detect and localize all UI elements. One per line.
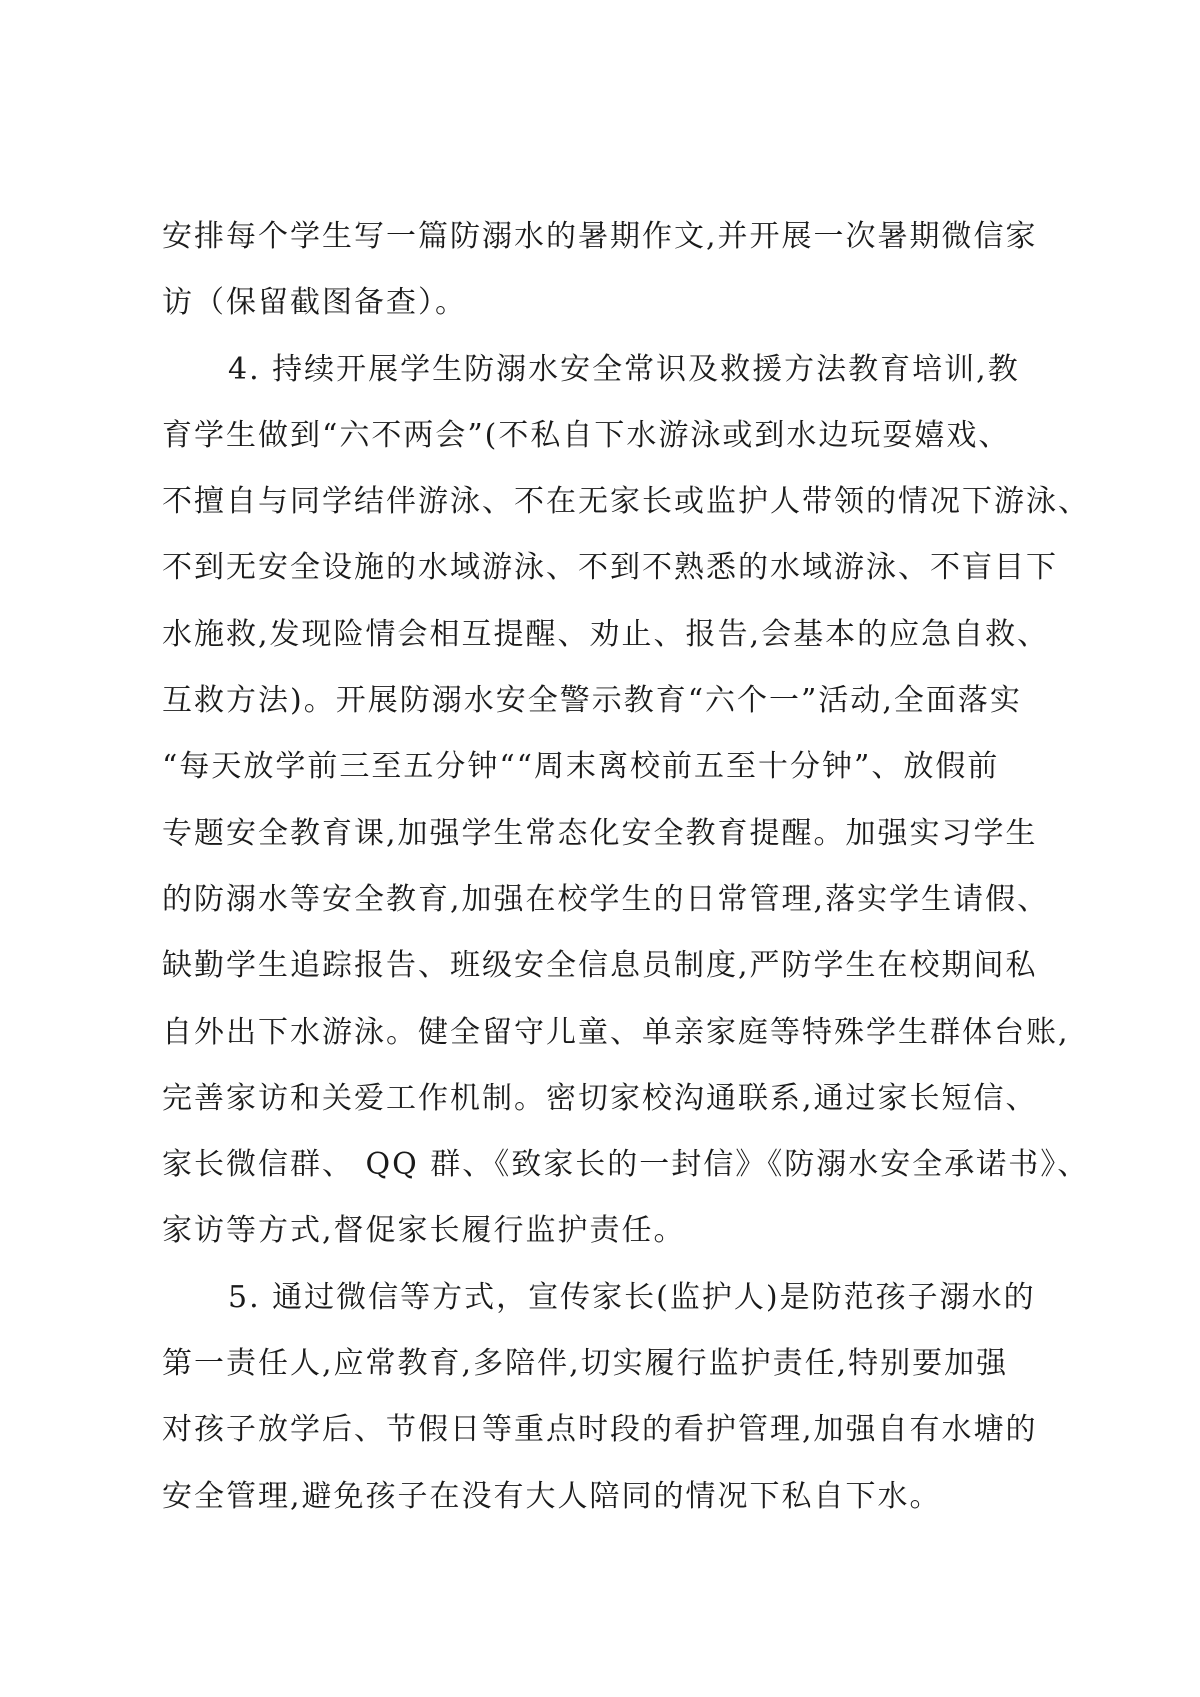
text-line-18: 第一责任人,应常教育,多陪伴,切实履行监护责任,特别要加强 (162, 1346, 1009, 1382)
text-line-17: 5. 通过微信等方式，宣传家长(监护人)是防范孩子溺水的 (228, 1279, 1036, 1315)
text-line-19: 对孩子放学后、节假日等重点时段的看护管理,加强自有水塘的 (162, 1412, 1038, 1448)
text-line-2: 访（保留截图备查）。 (162, 285, 467, 321)
text-line-7: 水施救,发现险情会相互提醒、劝止、报告,会基本的应急自救、 (162, 616, 1050, 652)
text-line-13: 自外出下水游泳。健全留守儿童、单亲家庭等特殊学生群体台账, (162, 1014, 1070, 1050)
text-line-14: 完善家访和关爱工作机制。密切家校沟通联系,通过家长短信、 (162, 1080, 1038, 1116)
text-line-8: 互救方法)。开展防溺水安全警示教育“六个一”活动,全面落实 (162, 683, 1022, 719)
text-line-10: 专题安全教育课,加强学生常态化安全教育提醒。加强实习学生 (162, 815, 1038, 851)
text-line-11: 的防溺水等安全教育,加强在校学生的日常管理,落实学生请假、 (162, 881, 1050, 917)
text-line-20: 安全管理,避免孩子在没有大人陪同的情况下私自下水。 (162, 1478, 942, 1514)
text-line-1: 安排每个学生写一篇防溺水的暑期作文,并开展一次暑期微信家 (162, 219, 1038, 254)
text-line-4: 育学生做到“六不两会”(不私自下水游泳或到水边玩耍嬉戏、 (162, 417, 1011, 453)
text-line-9: “每天放学前三至五分钟““周末离校前五至十分钟”、放假前 (162, 749, 1000, 785)
body-text (162, 204, 1090, 1530)
text-line-5: 不擅自与同学结伴游泳、不在无家长或监护人带领的情况下游泳、 (162, 484, 1090, 520)
text-line-16: 家访等方式,督促家长履行监护责任。 (162, 1213, 686, 1249)
text-line-12: 缺勤学生追踪报告、班级安全信息员制度,严防学生在校期间私 (162, 948, 1038, 984)
text-line-6: 不到无安全设施的水域游泳、不到不熟悉的水域游泳、不盲目下 (162, 550, 1058, 586)
text-line-3: 4. 持续开展学生防溺水安全常识及救援方法教育培训,教 (228, 351, 1020, 387)
text-line-15: 家长微信群、 QQ 群、《致家长的一封信》《防溺水安全承诺书》、 (162, 1147, 1090, 1183)
